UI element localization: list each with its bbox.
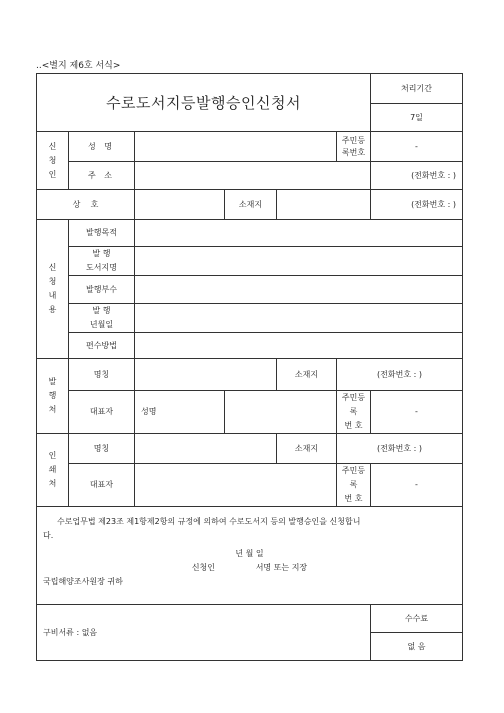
- trade-name-label: 상 호: [37, 190, 135, 220]
- request-item-field[interactable]: [135, 333, 463, 359]
- publisher-rep-label: 대표자: [69, 391, 135, 434]
- publisher-rep-name-field[interactable]: [225, 391, 337, 434]
- period-label: 처리기간: [371, 74, 463, 104]
- trade-name-field[interactable]: [135, 190, 225, 220]
- applicant-name-label: 성 명: [69, 132, 135, 162]
- printer-location-label: 소재지: [277, 434, 337, 464]
- fee-label: 수수료: [371, 605, 463, 633]
- request-item-label: 편수방법: [69, 333, 135, 359]
- applicant-group-label: 신 청 인: [37, 132, 69, 190]
- fee-value: 없 음: [371, 633, 463, 661]
- applicant-address-label: 주 소: [69, 162, 135, 190]
- form-title: 수로도서지등발행승인신청서: [37, 74, 371, 132]
- applicant-rrn-label: 주민등록번호: [337, 132, 371, 162]
- form-caption: ..<별지 제6호 서식>: [36, 61, 121, 71]
- period-value: 7일: [371, 104, 463, 132]
- request-item-label: 발 행 년월일: [69, 304, 135, 333]
- printer-name-field[interactable]: [135, 434, 277, 464]
- publisher-name-label: 명칭: [69, 359, 135, 391]
- publisher-rrn-field[interactable]: -: [371, 391, 463, 434]
- request-item-field[interactable]: [135, 276, 463, 304]
- request-item-label: 발행목적: [69, 220, 135, 247]
- statement-body: 수로업무법 제23조 제1항제2항의 규정에 의하여 수로도서지 등의 발행승인을 신청합니: [57, 517, 361, 526]
- applicant-address-field[interactable]: [135, 162, 371, 190]
- trade-location-field[interactable]: [277, 190, 371, 220]
- request-group-label: 신 청 내 용: [37, 220, 69, 359]
- statement-block: [37, 507, 463, 605]
- required-docs: 구비서류 : 없음: [37, 605, 371, 661]
- publisher-location-label: 소재지: [277, 359, 337, 391]
- printer-phone-field[interactable]: (전화번호 : ): [337, 434, 463, 464]
- statement-signature: 신청인 서명 또는 지장: [191, 563, 308, 572]
- applicant-phone-field[interactable]: (전화번호 : ): [371, 162, 463, 190]
- trade-phone-field[interactable]: (전화번호 : ): [371, 190, 463, 220]
- request-item-field[interactable]: [135, 304, 463, 333]
- statement-body-cont: 다.: [43, 531, 54, 540]
- printer-name-label: 명칭: [69, 434, 135, 464]
- publisher-group-label: 발 행 처: [37, 359, 69, 434]
- applicant-name-field[interactable]: [135, 132, 337, 162]
- request-item-field[interactable]: [135, 247, 463, 276]
- application-form: [36, 73, 462, 661]
- publisher-rrn-label: 주민등록 번 호: [337, 391, 371, 434]
- printer-group-label: 인 쇄 처: [37, 434, 69, 507]
- publisher-phone-field[interactable]: (전화번호 : ): [337, 359, 463, 391]
- printer-rrn-label: 주민등록 번 호: [337, 464, 371, 507]
- request-item-field[interactable]: [135, 220, 463, 247]
- form-table: [36, 73, 463, 661]
- statement-addressee: 국립해양조사원장 귀하: [43, 577, 123, 586]
- printer-rrn-field[interactable]: -: [371, 464, 463, 507]
- statement-date: 년 월 일: [235, 549, 264, 558]
- publisher-rep-name-label: 성명: [135, 391, 225, 434]
- printer-rep-label: 대표자: [69, 464, 135, 507]
- applicant-rrn-field[interactable]: -: [371, 132, 463, 162]
- trade-location-label: 소재지: [225, 190, 277, 220]
- publisher-name-field[interactable]: [135, 359, 277, 391]
- printer-rep-name-field[interactable]: [135, 464, 337, 507]
- request-item-label: 발행부수: [69, 276, 135, 304]
- request-item-label: 발 행 도서지명: [69, 247, 135, 276]
